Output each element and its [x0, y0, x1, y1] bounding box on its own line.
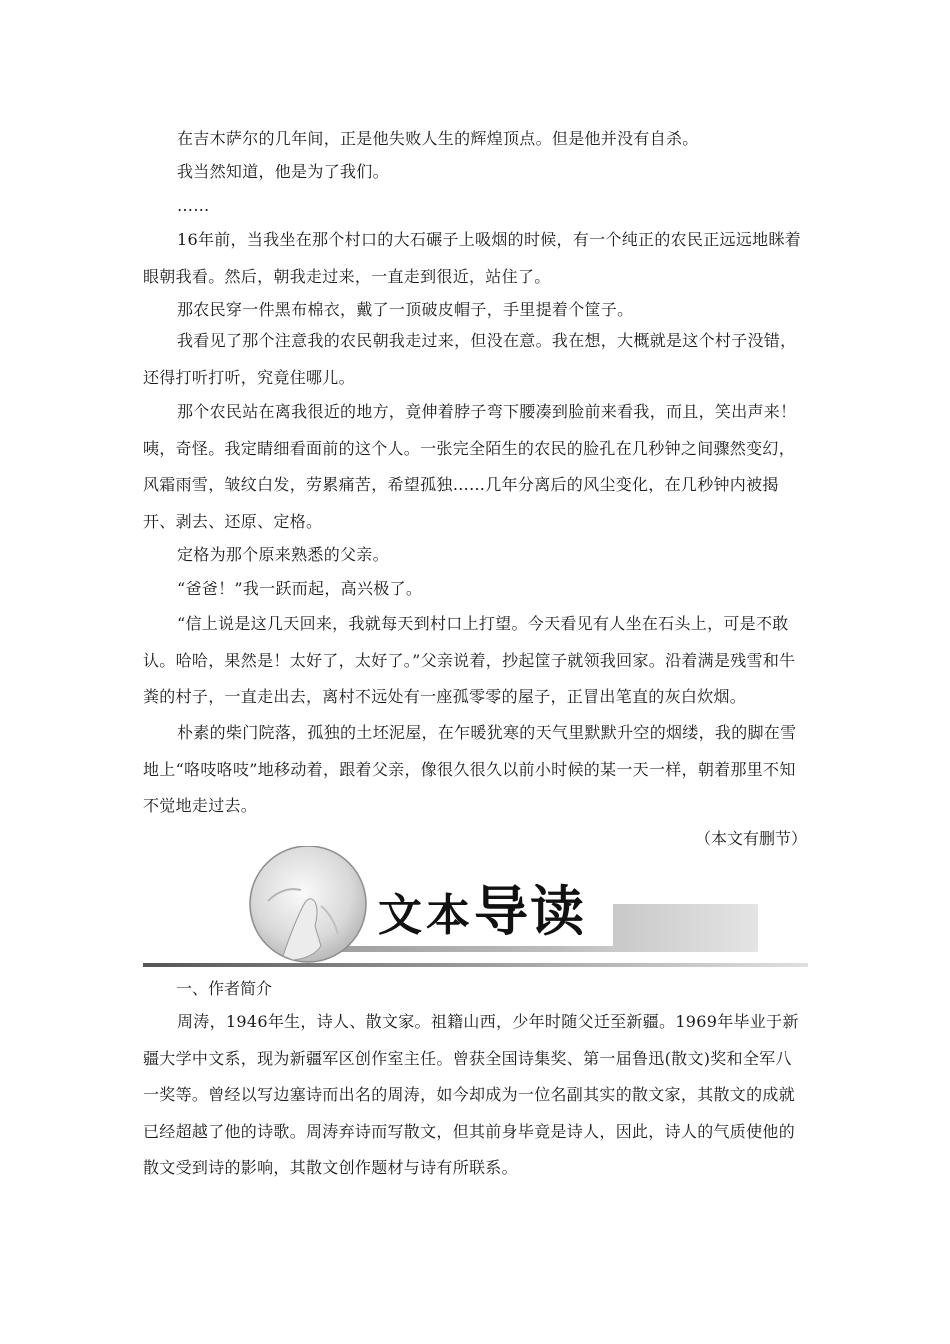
banner-title: [378, 879, 586, 943]
banner-title-big: 导读: [474, 879, 586, 943]
section-heading: 一、作者简介: [176, 979, 273, 998]
banner-underline: [143, 963, 808, 967]
paragraph-5: 我看见了那个注意我的农民朝我走过来，但没在意。我在想，大概就是这个村子没错，还得打听打听，究竟住哪儿。: [143, 331, 797, 387]
paragraph-9: “信上说是这几天回来，我就每天到村口上打望。今天看见有人坐在石头上，可是不敢认。哈哈，果然是！太好了，太好了。”父亲说着，抄起筐子就领我回家。沿着满是残雪和牛粪的村子，一直走出去，离村不远处有一座孤零零的屋子，正冒出笔直的灰白炊烟。: [143, 614, 796, 706]
ellipsis-line: ……: [177, 196, 210, 215]
author-intro-paragraph: 周涛，1946年生，诗人、散文家。祖籍山西，少年时随父迁至新疆。1969年毕业于新疆大学中文系，现为新疆军区创作室主任。曾获全国诗集奖、第一届鲁迅(散文)奖和全军八一奖等。曾经以写边塞诗而出名的周涛，如今却成为一位名副其实的散文家，其散文的成就已经超越了他的诗歌。周涛弃诗而写散文，但其前身毕竟是诗人，因此，诗人的气质使他的散文受到诗的影响，其散文创作题材与诗有所联系。: [143, 1012, 799, 1177]
paragraph-10: 朴素的柴门院落，孤独的土坯泥屋，在乍暖犹寒的天气里默默升空的烟缕，我的脚在雪地上“咯吱咯吱”地移动着，跟着父亲，像很久很久以前小时候的某一天一样，朝着那里不知不觉地走过去。: [143, 723, 797, 815]
paragraph-8: “爸爸！”我一跃而起，高兴极了。: [177, 579, 423, 598]
paragraph-7: 定格为那个原来熟悉的父亲。: [177, 545, 389, 564]
banner-title-small: 文本: [378, 890, 474, 941]
paragraph-3: 16年前，当我坐在那个村口的大石碾子上吸烟的时候，有一个纯正的农民正远远地眯着眼朝我看。然后，朝我走过来，一直走到很近，站住了。: [143, 230, 802, 286]
paragraph-1: 在吉木萨尔的几年间，正是他失败人生的辉煌顶点。但是他并没有自杀。: [177, 129, 699, 148]
paragraph-6: 那个农民站在离我很近的地方，竟伸着脖子弯下腰凑到脸前来看我，而且，笑出声来！咦，奇怪。我定睛细看面前的这个人。一张完全陌生的农民的脸孔在几秒钟之间骤然变幻，风霜雨雪，皱纹白发，劳累痛苦，希望孤独……几年分离后的风尘变化，在几秒钟内被揭开、剥去、还原、定格。: [143, 402, 797, 531]
abridged-note: （本文有删节）: [694, 829, 807, 848]
paragraph-4: 那农民穿一件黑布棉衣，戴了一顶破皮帽子，手里提着个筐子。: [177, 300, 634, 319]
paragraph-2: 我当然知道，他是为了我们。: [177, 162, 389, 181]
